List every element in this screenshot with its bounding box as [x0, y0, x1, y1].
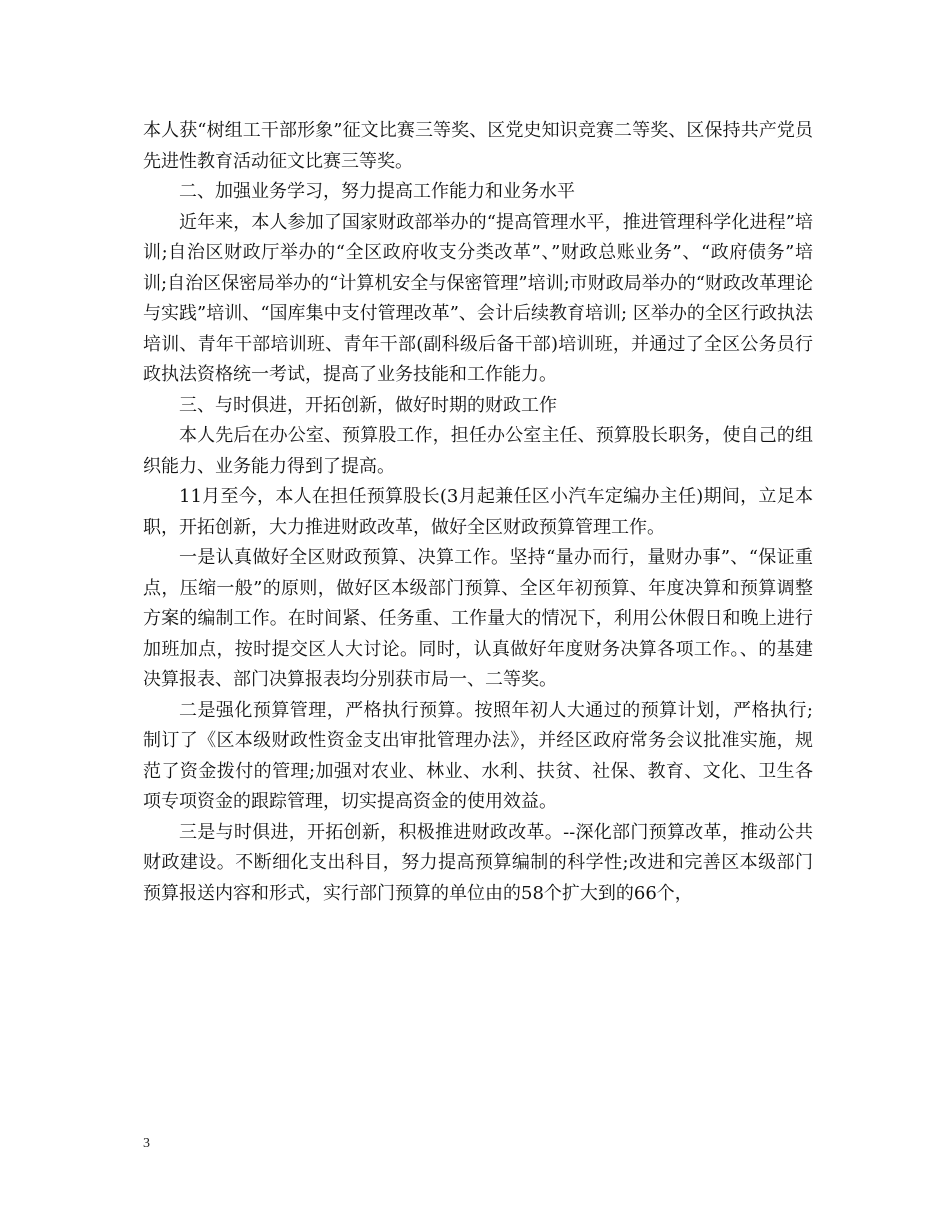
paragraph-7: 一是认真做好全区财政预算、决算工作。坚持“量办而行，量财办事”、“保证重点，压缩一般”的原则，做好区本级部门预算、全区年初预算、年度决算和预算调整方案的编制工作。在时间紧、任务重、工作量大的情况下，利用公休假日和晚上进行加班加点，按时提交区人大讨论。同时，认真做好年度财务决算各项工作。、的基建决算报表、部门决算报表均分别获市局一、二等奖。: [143, 547, 813, 690]
paragraph-3: 近年来，本人参加了国家财政部举办的“提高管理水平，推进管理科学化进程”培训;自治区财政厅举办的“全区政府收支分类改革”、”财政总账业务”、“政府债务”培训;自治区保密局举办的“计算机安全与保密管理”培训;市财政局举办的“财政改革理论与实践”培训、“国库集中支付管理改革”、会计后续教育培训; 区举办的全区行政执法培训、青年干部培训班、青年干部(副科级后备干部)培训班，并通过了全区公务员行政执法资格统一考试，提高了业务技能和工作能力。: [143, 211, 813, 385]
paragraph-5: 本人先后在办公室、预算股工作，担任办公室主任、预算股长职务，使自己的组织能力、业务能力得到了提高。: [143, 425, 813, 477]
paragraph-1: 本人获“树组工干部形象”征文比赛三等奖、区党史知识竞赛二等奖、区保持共产党员先进性教育活动征文比赛三等奖。: [143, 120, 813, 172]
section-heading-2: 二、加强业务学习，努力提高工作能力和业务水平: [179, 181, 575, 202]
paragraph-8: 二是强化预算管理，严格执行预算。按照年初人大通过的预算计划，严格执行;制订了《区本级财政性资金支出审批管理办法》，并经区政府常务会议批准实施，规范了资金拨付的管理;加强对农业、林业、水利、扶贫、社保、教育、文化、卫生各项专项资金的跟踪管理，切实提高资金的使用效益。: [143, 699, 813, 812]
page-number: 3: [143, 1136, 150, 1151]
section-heading-3: 三、与时俱进，开拓创新，做好时期的财政工作: [179, 394, 557, 416]
document-body: [143, 116, 813, 909]
paragraph-9: 三是与时俱进，开拓创新，积极推进财政改革。--深化部门预算改革，推动公共财政建设。不断细化支出科目，努力提高预算编制的科学性;改进和完善区本级部门预算报送内容和形式，实行部门预算的单位由的58个扩大到的66个，: [143, 821, 813, 904]
paragraph-6: 11月至今，本人在担任预算股长(3月起兼任区小汽车定编办主任)期间，立足本职，开拓创新，大力推进财政改革，做好全区财政预算管理工作。: [143, 486, 813, 538]
